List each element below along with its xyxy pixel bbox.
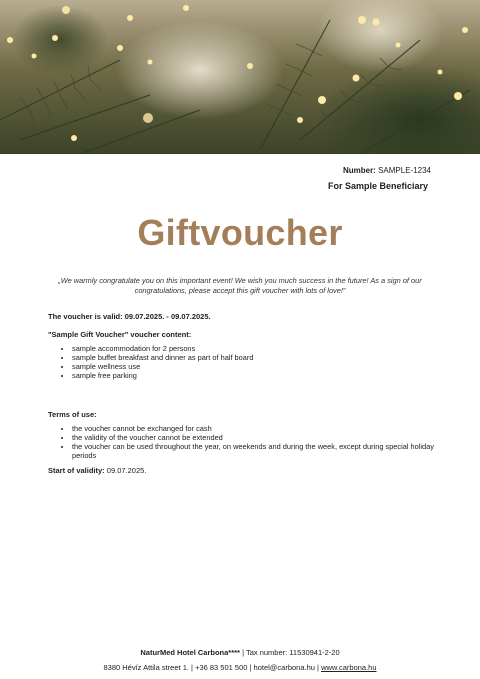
list-item: • sample free parking: [72, 371, 438, 380]
terms-heading: Terms of use:: [48, 410, 97, 419]
congratulation-quote: „We warmly congratulate you on this important event! We wish you much success in the future! As a sign of our congratulations, please accept this gift voucher with lots of love!”: [58, 276, 422, 295]
start-value: 09.07.2025.: [106, 466, 147, 475]
tax-number: | Tax number: 11530941-2-20: [242, 648, 340, 657]
list-item: • sample accommodation for 2 persons: [72, 344, 438, 353]
footer-contact-line: [0, 663, 480, 672]
voucher-number-value: SAMPLE-1234: [378, 166, 431, 175]
contact-details: 8380 Hévíz Attila street 1. | +36 83 501 500 | hotel@carbona.hu |: [103, 663, 319, 672]
website-link[interactable]: www.carbona.hu: [321, 663, 377, 672]
pine-branches-bokeh: [0, 0, 480, 154]
hotel-name: NaturMed Hotel Carbona****: [140, 648, 240, 657]
list-item: • sample wellness use: [72, 362, 438, 371]
content-list: [48, 344, 438, 380]
voucher-title: Giftvoucher: [137, 212, 343, 253]
voucher-number: [343, 166, 431, 175]
start-label: Start of validity:: [48, 466, 105, 475]
content-heading: "Sample Gift Voucher" voucher content:: [48, 330, 192, 339]
list-item: • the voucher can be used throughout the year, on weekends and during the week, except during special holiday periods: [72, 442, 438, 460]
validity-value: 09.07.2025. - 09.07.2025.: [124, 312, 211, 321]
validity-line: [48, 312, 438, 322]
voucher-number-label: Number:: [342, 166, 376, 175]
header-photo-christmas-tree: [0, 0, 480, 154]
footer-hotel-line: [0, 648, 480, 657]
voucher-body: [48, 312, 438, 476]
terms-list: [48, 424, 438, 460]
beneficiary: For Sample Beneficiary: [327, 181, 428, 191]
start-of-validity: [48, 466, 438, 476]
list-item: • the validity of the voucher cannot be extended: [72, 433, 438, 442]
list-item: • the voucher cannot be exchanged for cash: [72, 424, 438, 433]
validity-label: The voucher is valid:: [48, 312, 123, 321]
list-item: • sample buffet breakfast and dinner as part of half board: [72, 353, 438, 362]
